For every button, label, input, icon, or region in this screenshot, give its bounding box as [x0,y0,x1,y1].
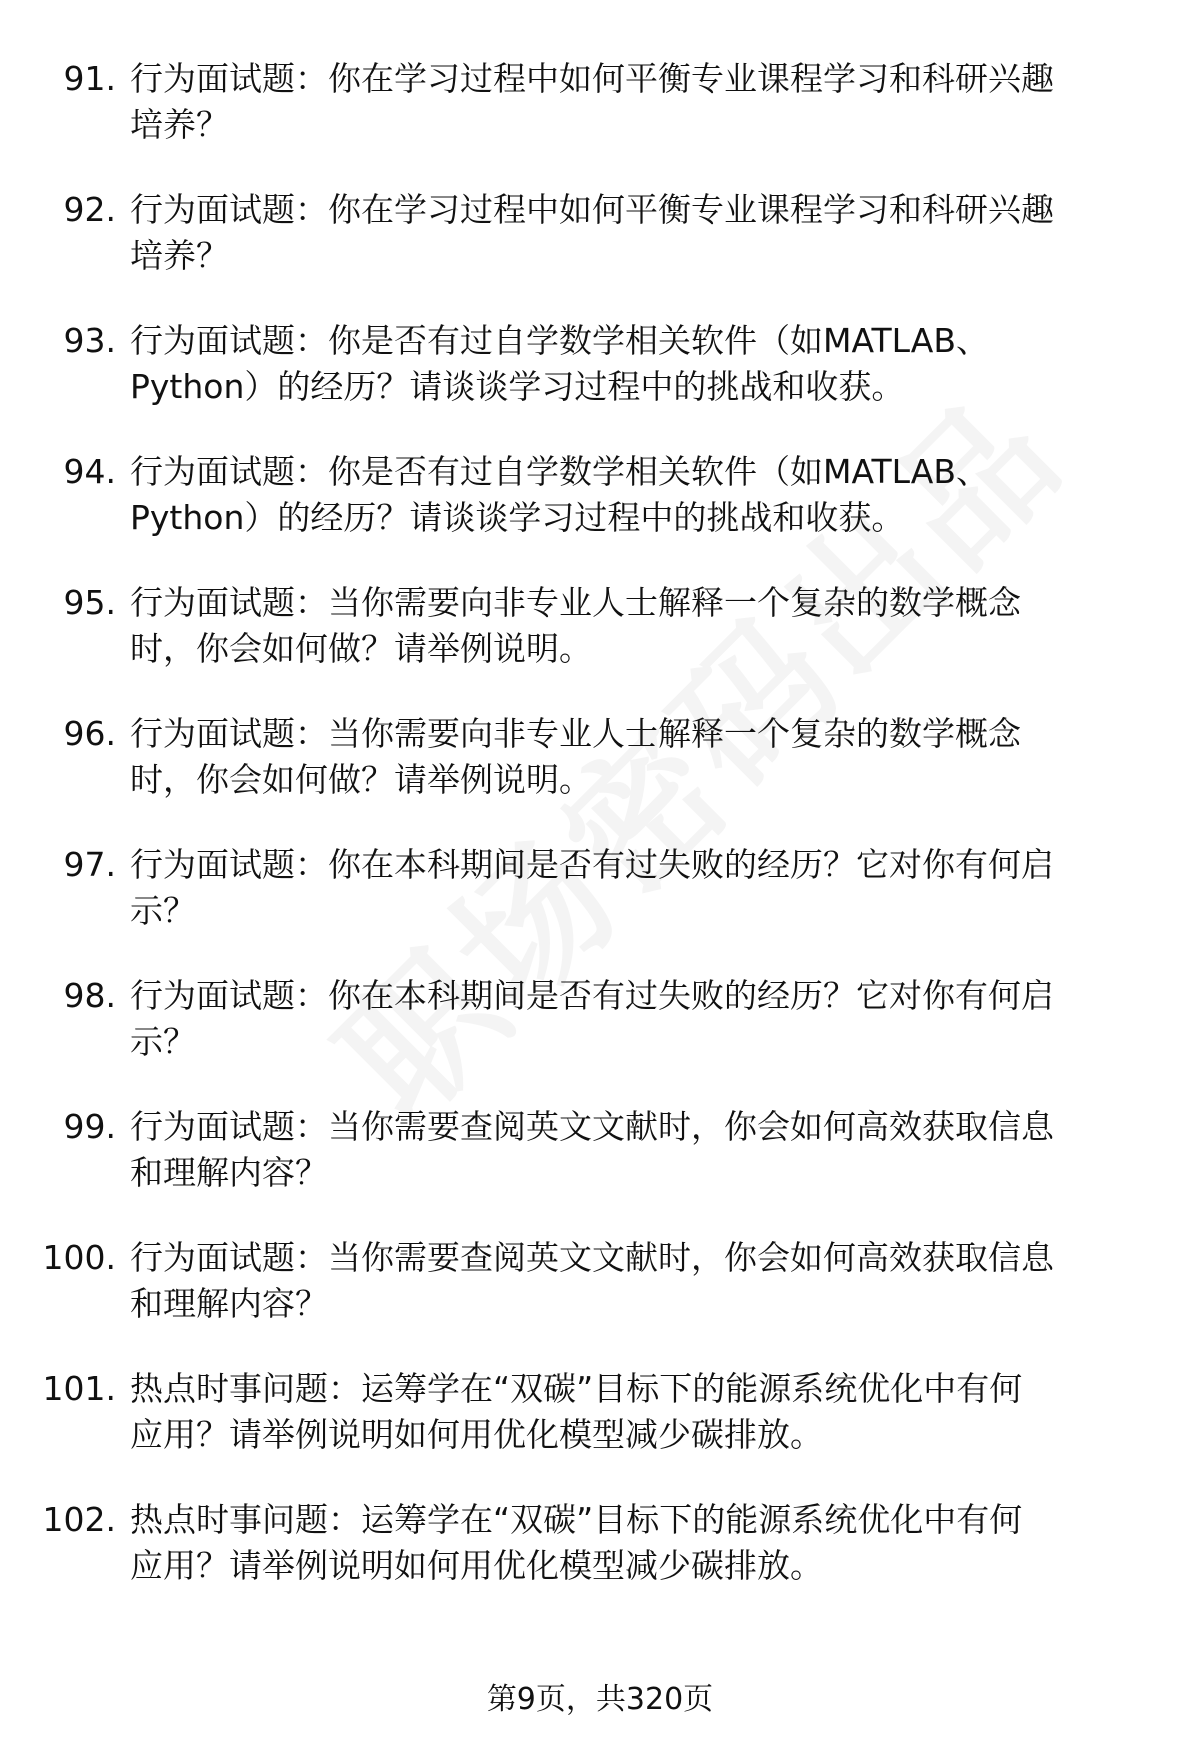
question-item [0,1235,1200,1366]
question-text: 行为面试题：当你需要向非专业人士解释一个复杂的数学概念 时，你会如何做？请举例说明。 [130,714,1021,799]
question-number: 102. [42,1500,116,1539]
question-text: 行为面试题：当你需要向非专业人士解释一个复杂的数学概念 时，你会如何做？请举例说明。 [130,583,1021,668]
question-number: 101. [42,1369,116,1408]
question-text: 行为面试题：当你需要查阅英文文献时，你会如何高效获取信息 和理解内容？ [130,1238,1054,1323]
question-list [0,56,1200,1628]
question-text: 热点时事问题：运筹学在“双碳”目标下的能源系统优化中有何 应用？请举例说明如何用优化模型减少碳排放。 [130,1500,1023,1585]
question-number: 99. [63,1107,116,1146]
question-text: 行为面试题：你在学习过程中如何平衡专业课程学习和科研兴趣 培养？ [130,59,1054,144]
question-text: 行为面试题：你是否有过自学数学相关软件（如MATLAB、 Python）的经历？请谈谈学习过程中的挑战和收获。 [130,321,989,406]
question-number: 92. [63,190,116,229]
question-text: 热点时事问题：运筹学在“双碳”目标下的能源系统优化中有何 应用？请举例说明如何用优化模型减少碳排放。 [130,1369,1023,1454]
question-item [0,580,1200,711]
question-item [0,711,1200,842]
question-item [0,1104,1200,1235]
question-text: 行为面试题：你在学习过程中如何平衡专业课程学习和科研兴趣 培养？ [130,190,1054,275]
question-item [0,1497,1200,1628]
question-number: 97. [63,845,116,884]
question-item [0,56,1200,187]
question-text: 行为面试题：你是否有过自学数学相关软件（如MATLAB、 Python）的经历？请谈谈学习过程中的挑战和收获。 [130,452,989,537]
question-number: 100. [42,1238,116,1277]
question-number: 91. [63,59,116,98]
question-text: 行为面试题：你在本科期间是否有过失败的经历？它对你有何启 示？ [130,976,1054,1061]
question-text: 行为面试题：当你需要查阅英文文献时，你会如何高效获取信息 和理解内容？ [130,1107,1054,1192]
question-number: 94. [63,452,116,491]
question-item [0,842,1200,973]
question-item [0,187,1200,318]
question-item [0,318,1200,449]
question-number: 98. [63,976,116,1015]
question-text: 行为面试题：你在本科期间是否有过失败的经历？它对你有何启 示？ [130,845,1054,930]
question-item [0,449,1200,580]
question-item [0,973,1200,1104]
page-footer: 第9页，共320页 [486,1682,714,1717]
question-item [0,1366,1200,1497]
question-number: 95. [63,583,116,622]
question-number: 96. [63,714,116,753]
question-number: 93. [63,321,116,360]
